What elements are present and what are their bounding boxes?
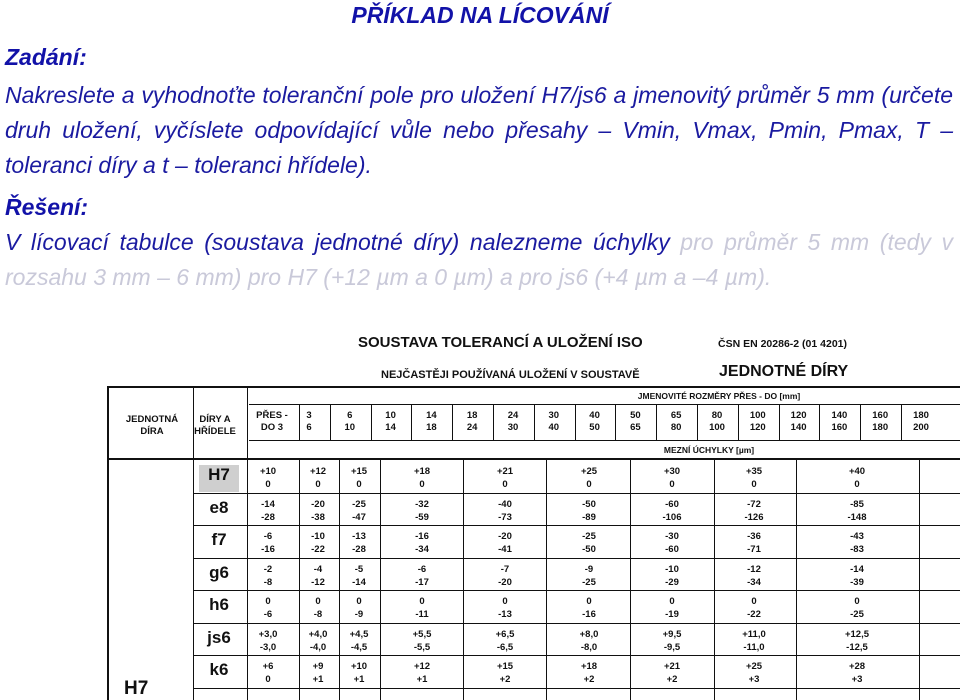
grid-vline — [371, 404, 372, 440]
lower-deviation: 0 — [419, 479, 425, 490]
grid-hline — [194, 525, 960, 526]
size-range-header: 30 — [548, 410, 560, 421]
upper-deviation: -25 — [582, 531, 596, 542]
upper-deviation: 0 — [265, 596, 271, 607]
upper-deviation: -32 — [415, 498, 429, 510]
upper-deviation: -14 — [261, 498, 275, 510]
grid-vline — [901, 404, 902, 440]
page-title: PŘÍKLAD NA LÍCOVÁNÍ — [351, 2, 609, 28]
size-range-header: 160 — [872, 410, 889, 421]
table-sub-heading-2: JEDNOTNÉ DÍRY — [719, 363, 849, 380]
upper-deviation: +18 — [413, 466, 431, 477]
upper-deviation: 0 — [669, 596, 675, 607]
lower-deviation: +3 — [748, 674, 760, 685]
upper-deviation: 0 — [751, 596, 757, 607]
lower-deviation: -50 — [582, 544, 596, 555]
size-range-header-to: 160 — [831, 422, 848, 433]
grid-vline — [452, 404, 453, 440]
size-range-header-to: 180 — [872, 422, 889, 433]
upper-deviation: -30 — [665, 531, 679, 542]
lower-deviation: -8 — [263, 576, 273, 588]
size-range-header-to: 140 — [790, 422, 807, 433]
upper-deviation: +5,5 — [412, 628, 432, 640]
upper-deviation: 0 — [854, 596, 860, 607]
grid-vline — [860, 404, 861, 440]
zadani-heading: Zadání: — [5, 44, 87, 70]
grid-vline — [411, 404, 412, 440]
table-cell — [652, 563, 692, 589]
table-cell — [485, 660, 525, 686]
grid-vline — [615, 404, 616, 440]
grid-vline — [575, 404, 576, 440]
table-cell — [485, 530, 525, 556]
table-cell — [298, 595, 338, 621]
upper-deviation: +25 — [745, 661, 763, 672]
size-range-header: 65 — [670, 410, 682, 421]
table-cell — [652, 530, 692, 556]
grid-vline — [630, 458, 631, 700]
table-cell — [485, 595, 525, 621]
lower-deviation: 0 — [854, 479, 860, 490]
lower-deviation: -6 — [263, 609, 273, 620]
table-cell — [569, 465, 609, 491]
lower-deviation: -20 — [498, 576, 512, 588]
lower-deviation: -11 — [415, 609, 429, 620]
deviations-label: MEZNÍ ÚCHYLKY [µm] — [663, 445, 755, 455]
size-range-header: 6 — [347, 410, 353, 421]
upper-deviation: -10 — [665, 563, 679, 575]
grid-vline — [493, 404, 494, 440]
upper-deviation: +21 — [496, 466, 514, 477]
table-cell — [837, 628, 877, 654]
lower-deviation: -29 — [665, 576, 679, 588]
upper-deviation: -6 — [263, 531, 273, 542]
table-cell — [339, 498, 379, 524]
table-cell — [402, 628, 442, 654]
size-range-header: 10 — [385, 410, 396, 421]
lower-deviation: -12 — [311, 576, 325, 588]
lower-deviation: +2 — [583, 674, 595, 685]
lower-deviation: 0 — [265, 479, 271, 490]
lower-deviation: 0 — [356, 479, 362, 490]
upper-deviation: -50 — [582, 498, 596, 510]
table-cell — [734, 498, 774, 524]
upper-deviation: +4,5 — [349, 628, 369, 640]
upper-deviation: +40 — [848, 466, 866, 477]
upper-deviation: +12,5 — [844, 628, 870, 640]
size-range-header-to: 50 — [589, 422, 600, 433]
table-cell — [485, 465, 525, 491]
lower-deviation: 0 — [265, 674, 271, 685]
zadani-text: Nakreslete a vyhodnoťte toleranční pole pro uložení H7/js6 a jmenovitý průměr 5 mm (určete druh uložení, vyčíslete odpovídající vůle nebo přesahy – Vmin, Vmax, Pmin, Pmax, T – toleranci díry a t – toleranci hřídele). — [5, 82, 953, 178]
table-cell — [569, 628, 609, 654]
table-cell — [485, 498, 525, 524]
table-cell — [339, 563, 379, 589]
upper-deviation: 0 — [502, 596, 508, 607]
size-range-header-to: 14 — [385, 422, 396, 433]
col-header-range-to: DO 3 — [260, 422, 284, 433]
upper-deviation: +28 — [848, 661, 866, 672]
upper-deviation: -12 — [747, 563, 761, 575]
size-range-header-to: 100 — [709, 422, 725, 433]
lower-deviation: 0 — [751, 479, 757, 490]
lower-deviation: -59 — [415, 511, 429, 523]
table-cell — [837, 595, 877, 621]
table-sub-heading: NEJČASTĚJI POUŽÍVANÁ ULOŽENÍ V SOUSTAVĚ — [381, 369, 640, 381]
table-cell — [837, 660, 877, 686]
lower-deviation: -38 — [311, 511, 325, 523]
upper-deviation: +9 — [312, 661, 324, 672]
upper-deviation: 0 — [419, 596, 425, 607]
upper-deviation: +8,0 — [579, 628, 599, 640]
lower-deviation: -60 — [665, 544, 679, 555]
upper-deviation: 0 — [315, 596, 321, 607]
upper-deviation: +30 — [663, 466, 681, 477]
lower-deviation: -9,5 — [663, 641, 681, 653]
lower-deviation: -17 — [415, 576, 429, 588]
size-range-header: 100 — [749, 410, 766, 421]
table-cell — [652, 660, 692, 686]
table-cell — [402, 595, 442, 621]
upper-deviation: +10 — [350, 661, 368, 672]
upper-deviation: 0 — [356, 596, 362, 607]
upper-deviation: -40 — [498, 498, 512, 510]
upper-deviation: -43 — [850, 531, 864, 542]
lower-deviation: -11,0 — [743, 641, 765, 653]
table-cell — [569, 498, 609, 524]
lower-deviation: -5,5 — [413, 641, 431, 653]
table-cell — [248, 465, 288, 491]
upper-deviation: +11,0 — [742, 628, 766, 640]
upper-deviation: -25 — [352, 498, 366, 510]
lower-deviation: -16 — [261, 544, 275, 555]
lower-deviation: -41 — [498, 544, 512, 555]
size-range-header: 50 — [630, 410, 641, 421]
table-cell — [837, 498, 877, 524]
lower-deviation: -34 — [415, 544, 429, 555]
lower-deviation: -9 — [354, 609, 364, 620]
lower-deviation: -22 — [747, 609, 761, 620]
lower-deviation: -16 — [582, 609, 596, 620]
upper-deviation: 0 — [586, 596, 592, 607]
lower-deviation: -4,5 — [350, 641, 368, 653]
lower-deviation: -3,0 — [259, 641, 277, 653]
grid-hline — [249, 404, 960, 405]
reseni-text-main: V lícovací tabulce (soustava jednotné díry) nalezneme úchylky — [5, 229, 670, 255]
table-cell — [298, 563, 338, 589]
lower-deviation: -12,5 — [846, 641, 868, 653]
grid-hline — [194, 623, 960, 624]
size-range-header-to: 120 — [749, 422, 766, 433]
upper-deviation: +6 — [262, 661, 274, 672]
upper-deviation: -4 — [313, 563, 323, 575]
upper-deviation: -85 — [850, 498, 864, 510]
lower-deviation: -89 — [582, 511, 596, 523]
table-cell — [734, 530, 774, 556]
size-range-header-to: 24 — [466, 422, 478, 433]
grid-vline — [534, 404, 535, 440]
size-range-header: 3 — [306, 410, 312, 421]
grid-hline — [194, 655, 960, 656]
size-range-header: 80 — [711, 410, 723, 421]
grid-vline — [330, 404, 331, 440]
table-cell — [248, 563, 288, 589]
upper-deviation: +15 — [350, 466, 368, 477]
lower-deviation: 0 — [586, 479, 592, 490]
size-range-header-to: 80 — [670, 422, 682, 433]
lower-deviation: -39 — [850, 576, 864, 588]
table-cell — [569, 595, 609, 621]
upper-deviation: -10 — [311, 531, 325, 542]
table-cell — [402, 498, 442, 524]
table-cell — [569, 563, 609, 589]
lower-deviation: -148 — [847, 511, 867, 523]
size-range-header-to: 65 — [630, 422, 641, 433]
grid-hline — [109, 459, 960, 460]
grid-vline — [919, 458, 920, 700]
lower-deviation: -19 — [665, 609, 679, 620]
upper-deviation: -20 — [498, 531, 512, 542]
grid-vline — [738, 404, 739, 440]
lower-deviation: -4,0 — [309, 641, 327, 653]
lower-deviation: -25 — [850, 609, 864, 620]
table-cell — [248, 498, 288, 524]
size-range-header: 180 — [913, 410, 929, 421]
lower-deviation: -8,0 — [580, 641, 598, 653]
lower-deviation: -28 — [352, 544, 366, 555]
table-cell — [339, 660, 379, 686]
row-label: k6 — [209, 660, 229, 679]
table-cell — [652, 465, 692, 491]
upper-deviation: -5 — [354, 563, 364, 575]
table-cell — [339, 465, 379, 491]
lower-deviation: +1 — [416, 674, 428, 685]
table-cell — [298, 660, 338, 686]
col-header-hole: JEDNOTNÁ DÍRA — [125, 414, 179, 437]
size-range-header: 24 — [507, 410, 519, 421]
upper-deviation: -36 — [747, 531, 761, 542]
grid-vline — [299, 458, 300, 700]
lower-deviation: 0 — [502, 479, 508, 490]
lower-deviation: -106 — [662, 511, 682, 523]
upper-deviation: +25 — [580, 466, 598, 477]
size-range-header: 18 — [466, 410, 478, 421]
reseni-text-faint: pro průměr 5 mm (tedy v rozsahu 3 mm – 6 mm) pro H7 (+12 µm a 0 µm) a pro js6 (+4 µm a –4 µm). — [5, 229, 953, 290]
grid-vline — [380, 458, 381, 700]
grid-vline — [299, 404, 300, 440]
lower-deviation: -14 — [352, 576, 366, 588]
upper-deviation: -2 — [263, 563, 273, 575]
tolerance-grid — [107, 386, 960, 700]
size-range-header-to: 10 — [344, 422, 356, 433]
size-range-header-to: 200 — [913, 422, 929, 433]
lower-deviation: -25 — [582, 576, 596, 588]
table-cell — [734, 660, 774, 686]
lower-deviation: -83 — [850, 544, 864, 555]
row-label: g6 — [209, 562, 229, 582]
upper-deviation: +9,5 — [662, 628, 682, 640]
grid-hline — [194, 688, 960, 689]
lower-deviation: +1 — [312, 674, 324, 685]
grid-vline — [656, 404, 657, 440]
lower-deviation: +1 — [353, 674, 365, 685]
upper-deviation: +6,5 — [495, 628, 515, 640]
upper-deviation: +21 — [663, 661, 681, 672]
table-cell — [402, 530, 442, 556]
size-range-header: 14 — [426, 410, 437, 421]
table-cell — [837, 465, 877, 491]
table-cell — [837, 563, 877, 589]
upper-deviation: -20 — [311, 498, 325, 510]
table-cell — [298, 465, 338, 491]
upper-deviation: +12 — [309, 466, 327, 477]
grid-vline — [247, 388, 248, 700]
table-main-heading: SOUSTAVA TOLERANCÍ A ULOŽENÍ ISO — [358, 334, 643, 351]
grid-hline — [194, 558, 960, 559]
upper-deviation: -9 — [584, 563, 594, 575]
grid-vline — [714, 458, 715, 700]
grid-hline — [194, 590, 960, 591]
lower-deviation: 0 — [315, 479, 321, 490]
table-cell — [339, 530, 379, 556]
lower-deviation: -73 — [498, 511, 512, 523]
table-cell — [339, 628, 379, 654]
size-range-header-to: 30 — [507, 422, 519, 433]
reseni-text — [5, 225, 953, 295]
table-cell — [339, 595, 379, 621]
grid-vline — [796, 458, 797, 700]
table-cell — [485, 563, 525, 589]
grid-vline — [339, 458, 340, 700]
lower-deviation: -47 — [352, 511, 366, 523]
table-cell — [248, 628, 288, 654]
upper-deviation: -6 — [417, 563, 427, 575]
table-cell — [569, 660, 609, 686]
upper-deviation: -14 — [850, 563, 864, 575]
grid-vline — [779, 404, 780, 440]
upper-deviation: -72 — [747, 498, 761, 510]
upper-deviation: -60 — [665, 498, 679, 510]
table-cell — [298, 628, 338, 654]
table-cell — [734, 628, 774, 654]
row-label: h6 — [209, 595, 229, 614]
table-standard-label: ČSN EN 20286-2 (01 4201) — [718, 338, 847, 350]
lower-deviation: +3 — [851, 674, 863, 685]
lower-deviation: -28 — [261, 511, 275, 523]
size-range-header: 140 — [831, 410, 848, 421]
table-cell — [298, 498, 338, 524]
upper-deviation: +4,0 — [308, 628, 328, 640]
table-cell — [569, 530, 609, 556]
table-cell — [485, 628, 525, 654]
col-header-shaft: DÍRY A HŘÍDELE — [194, 414, 236, 437]
grid-vline — [463, 458, 464, 700]
grid-hline — [249, 440, 960, 441]
lower-deviation: -71 — [747, 544, 761, 555]
table-cell — [652, 595, 692, 621]
table-cell — [402, 660, 442, 686]
lower-deviation: +2 — [666, 674, 678, 685]
table-cell — [837, 530, 877, 556]
table-cell — [248, 595, 288, 621]
grid-vline — [697, 404, 698, 440]
table-cell — [248, 660, 288, 686]
grid-vline — [193, 388, 194, 700]
dims-label: JMENOVITÉ ROZMĚRY PŘES - DO [mm] — [637, 391, 801, 401]
table-cell — [402, 563, 442, 589]
lower-deviation: -126 — [744, 511, 764, 523]
lower-deviation: -6,5 — [496, 641, 514, 653]
table-cell — [402, 465, 442, 491]
grid-hline — [194, 493, 960, 494]
upper-deviation: -13 — [352, 531, 366, 542]
lower-deviation: -34 — [747, 576, 761, 588]
size-range-header-to: 40 — [548, 422, 560, 433]
size-range-header-to: 6 — [306, 422, 312, 433]
lower-deviation: -13 — [498, 609, 512, 620]
hole-label: H7 — [124, 678, 149, 699]
table-cell — [734, 563, 774, 589]
upper-deviation: +15 — [496, 661, 514, 672]
table-cell — [652, 628, 692, 654]
upper-deviation: +12 — [413, 661, 431, 672]
reseni-heading: Řešení: — [5, 194, 89, 220]
table-cell — [734, 595, 774, 621]
grid-vline — [546, 458, 547, 700]
row-label: js6 — [207, 627, 231, 647]
table-cell — [248, 530, 288, 556]
size-range-header: 120 — [790, 410, 807, 421]
upper-deviation: -7 — [500, 563, 510, 575]
row-label: f7 — [211, 530, 227, 549]
lower-deviation: -22 — [311, 544, 325, 555]
size-range-header-to: 18 — [426, 422, 437, 433]
table-cell — [652, 498, 692, 524]
grid-vline — [819, 404, 820, 440]
lower-deviation: +2 — [499, 674, 511, 685]
table-cell — [734, 465, 774, 491]
table-cell — [298, 530, 338, 556]
upper-deviation: +10 — [259, 466, 277, 477]
lower-deviation: -8 — [313, 609, 323, 620]
upper-deviation: +3,0 — [258, 628, 278, 640]
tolerance-table-image — [103, 332, 960, 700]
lower-deviation: 0 — [669, 479, 675, 490]
upper-deviation: +35 — [745, 466, 763, 477]
row-label: H7 — [199, 465, 239, 492]
size-range-header: 40 — [589, 410, 600, 421]
col-header-range-from: PŘES - — [256, 410, 288, 421]
row-label: e8 — [209, 497, 229, 517]
upper-deviation: -16 — [415, 531, 429, 542]
upper-deviation: +18 — [580, 661, 598, 672]
